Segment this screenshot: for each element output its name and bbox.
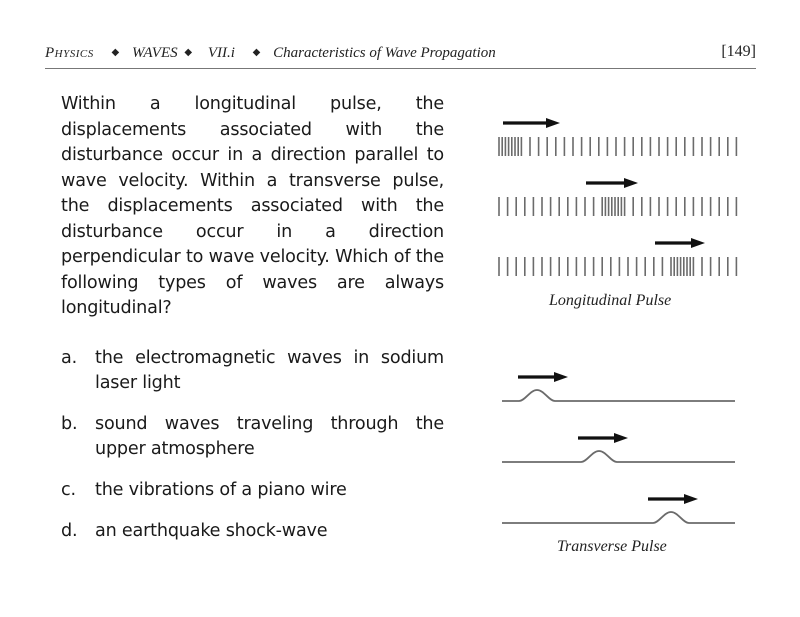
option-b — [61, 412, 444, 462]
direction-arrow-icon — [648, 494, 698, 504]
transverse-pulse-figure — [490, 360, 750, 530]
subject-label: Physics — [45, 45, 94, 61]
option-text: the vibrations of a piano wire — [95, 480, 347, 500]
option-c — [61, 478, 444, 503]
diamond-separator-icon: ◆ — [184, 47, 193, 58]
diamond-separator-icon: ◆ — [111, 47, 120, 58]
topic-label: WAVES — [131, 45, 178, 61]
string-line — [502, 390, 735, 401]
string-line — [502, 451, 735, 462]
direction-arrow-icon — [518, 372, 568, 382]
string-line — [502, 512, 735, 523]
option-text: sound waves traveling through the upper atmosphere — [95, 414, 444, 459]
direction-arrow-icon — [655, 238, 705, 248]
direction-arrow-icon — [586, 178, 638, 188]
direction-arrow-icon — [503, 118, 560, 128]
longitudinal-pulse-diagram — [490, 110, 750, 285]
tick-row — [499, 257, 736, 276]
option-a — [61, 346, 444, 396]
section-label: VII.i — [207, 45, 235, 61]
option-letter: a. — [61, 348, 77, 368]
longitudinal-pulse-figure — [490, 110, 750, 285]
option-letter: c. — [61, 480, 76, 500]
diamond-separator-icon: ◆ — [252, 47, 261, 58]
option-d — [61, 519, 444, 544]
longitudinal-caption: Longitudinal Pulse — [549, 292, 672, 309]
page-header — [45, 40, 756, 69]
question-text: Within a longitudinal pulse, the displacements associated with the disturbance occur in a direction parallel to wave velocity. Within a transverse pulse, the displacements associated with the disturbance occur in a direction perpendicular to wave velocity. Which of the following types of waves are always longitudinal? — [61, 94, 444, 318]
breadcrumb — [45, 45, 496, 62]
answer-options — [61, 346, 444, 560]
option-text: an earthquake shock-wave — [95, 521, 328, 541]
transverse-pulse-diagram — [490, 360, 750, 530]
tick-row — [499, 197, 736, 216]
option-text: the electromagnetic waves in sodium laser light — [95, 348, 444, 393]
option-letter: b. — [61, 414, 78, 434]
transverse-caption: Transverse Pulse — [557, 538, 667, 555]
chapter-title: Characteristics of Wave Propagation — [273, 45, 496, 61]
option-letter: d. — [61, 521, 78, 541]
page-number: [149] — [721, 43, 756, 60]
tick-row — [499, 137, 736, 156]
direction-arrow-icon — [578, 433, 628, 443]
